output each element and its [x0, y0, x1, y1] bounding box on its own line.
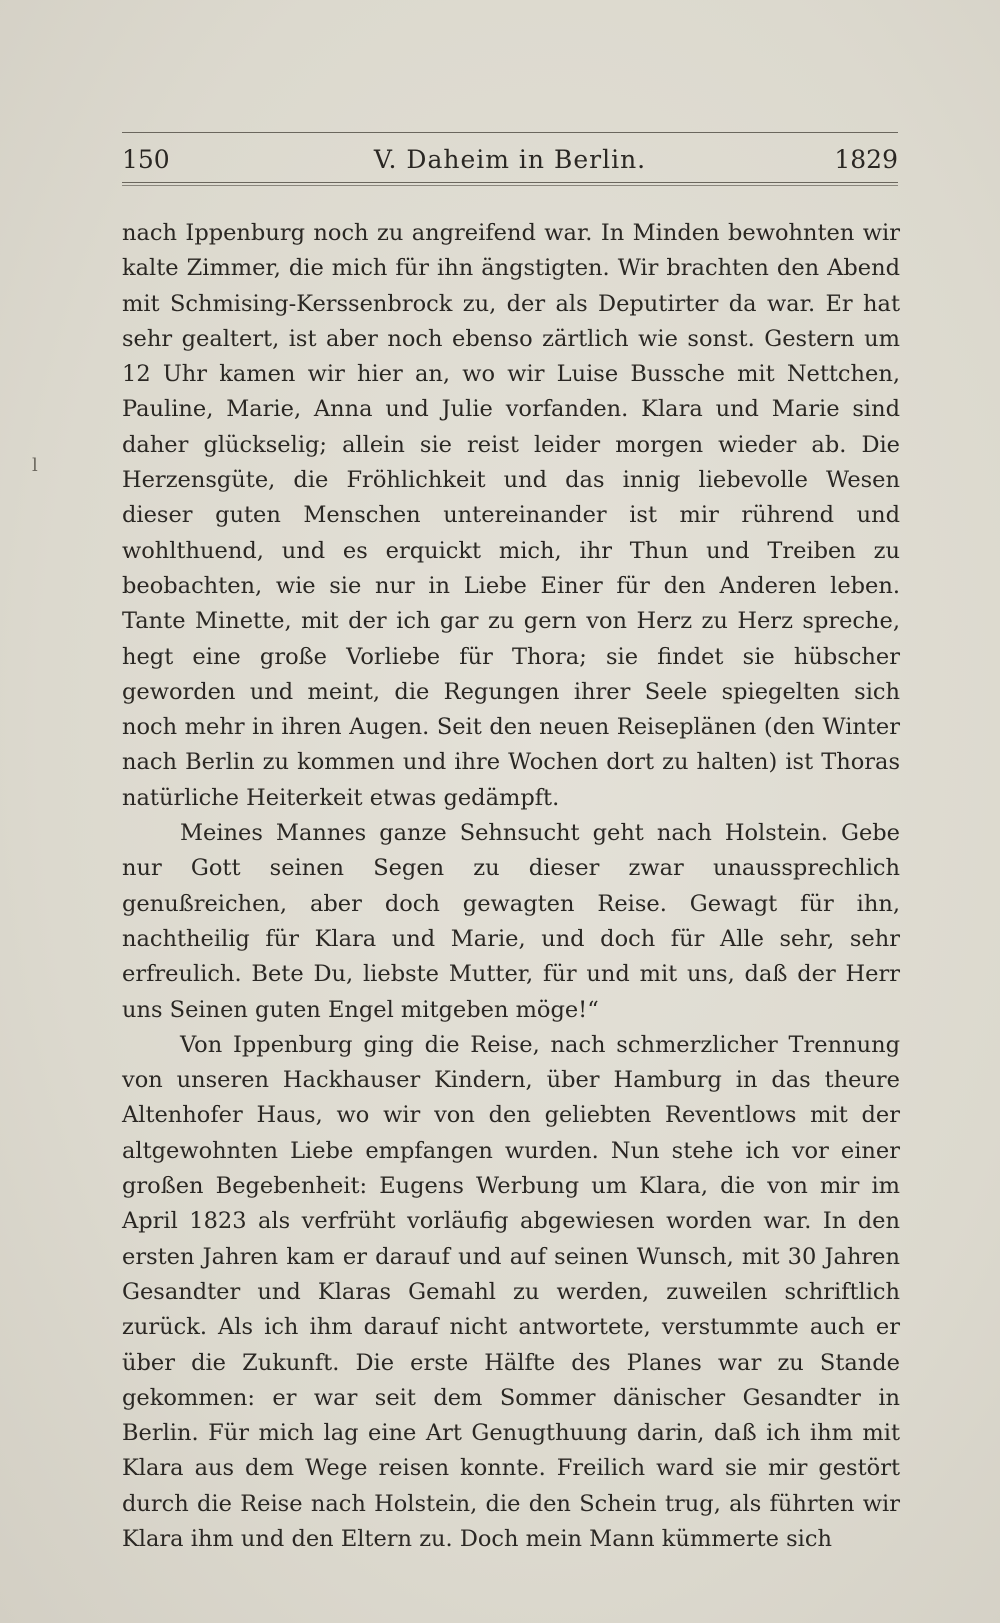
margin-mark: l: [32, 455, 38, 476]
paragraph-2: Meines Mannes ganze Sehnsucht geht nach Holstein. Gebe nur Gott seinen Segen zu dieser zwar unaussprechlich genußreichen, aber doch gewagten Reise. Gewagt für ihn, nachtheilig für Klara und Marie, und doch für Alle sehr, sehr erfreulich. Bete Du, liebste Mutter, für und mit uns, daß der Herr uns Seinen guten Engel mitgeben möge!“: [122, 820, 900, 1023]
header-rule-top: [122, 132, 898, 133]
page-number: 150: [122, 145, 170, 174]
paragraph-1: nach Ippenburg noch zu angreifend war. In Minden bewohnten wir kalte Zimmer, die mich für ihn ängstigten. Wir brachten den Abend mit Schmising-Kerssenbrock zu, der als Deputirter da war. Er hat sehr gealtert, ist aber noch ebenso zärtlich wie sonst. Gestern um 12 Uhr kamen wir hier an, wo wir Luise Bussche mit Nettchen, Pauline, Marie, Anna und Julie vorfanden. Klara und Marie sind daher glückselig; allein sie reist leider morgen wieder ab. Die Herzensgüte, die Fröhlichkeit und das innig liebevolle Wesen dieser guten Menschen untereinander ist mir rührend und wohlthuend, und es erquickt mich, ihr Thun und Treiben zu beobachten, wie sie nur in Liebe Einer für den Anderen leben. Tante Minette, mit der ich gar zu gern von Herz zu Herz spreche, hegt eine große Vorliebe für Thora; sie findet sie hübscher geworden und meint, die Regungen ihrer Seele spiegelten sich noch mehr in ihren Augen. Seit den neuen Reiseplänen (den Winter nach Berlin zu kommen und ihre Wochen dort zu halten) ist Thoras natürliche Heiterkeit etwas gedämpft.: [122, 220, 900, 811]
header-year: 1829: [834, 145, 898, 174]
header-rule-bottom: [122, 182, 898, 186]
running-head: V. Daheim in Berlin.: [373, 145, 647, 174]
body-text: [122, 216, 900, 1557]
page-header: [122, 140, 898, 180]
paragraph-3: Von Ippenburg ging die Reise, nach schmerzlicher Trennung von unseren Hackhauser Kindern, über Hamburg in das theure Altenhofer Haus, wo wir von den geliebten Reventlows mit der altgewohnten Liebe empfangen wurden. Nun stehe ich vor einer großen Begebenheit: Eugens Werbung um Klara, die von mir im April 1823 als verfrüht vorläufig abgewiesen worden war. In den ersten Jahren kam er darauf und auf seinen Wunsch, mit 30 Jahren Gesandter und Klaras Gemahl zu werden, zuweilen schriftlich zurück. Als ich ihm darauf nicht antwortete, verstummte auch er über die Zukunft. Die erste Hälfte des Planes war zu Stande gekommen: er war seit dem Sommer dänischer Gesandter in Berlin. Für mich lag eine Art Genugthuung darin, daß ich ihm mit Klara aus dem Wege reisen konnte. Freilich ward sie mir gestört durch die Reise nach Holstein, die den Schein trug, als führten wir Klara ihm und den Eltern zu. Doch mein Mann kümmerte sich: [122, 1031, 900, 1552]
